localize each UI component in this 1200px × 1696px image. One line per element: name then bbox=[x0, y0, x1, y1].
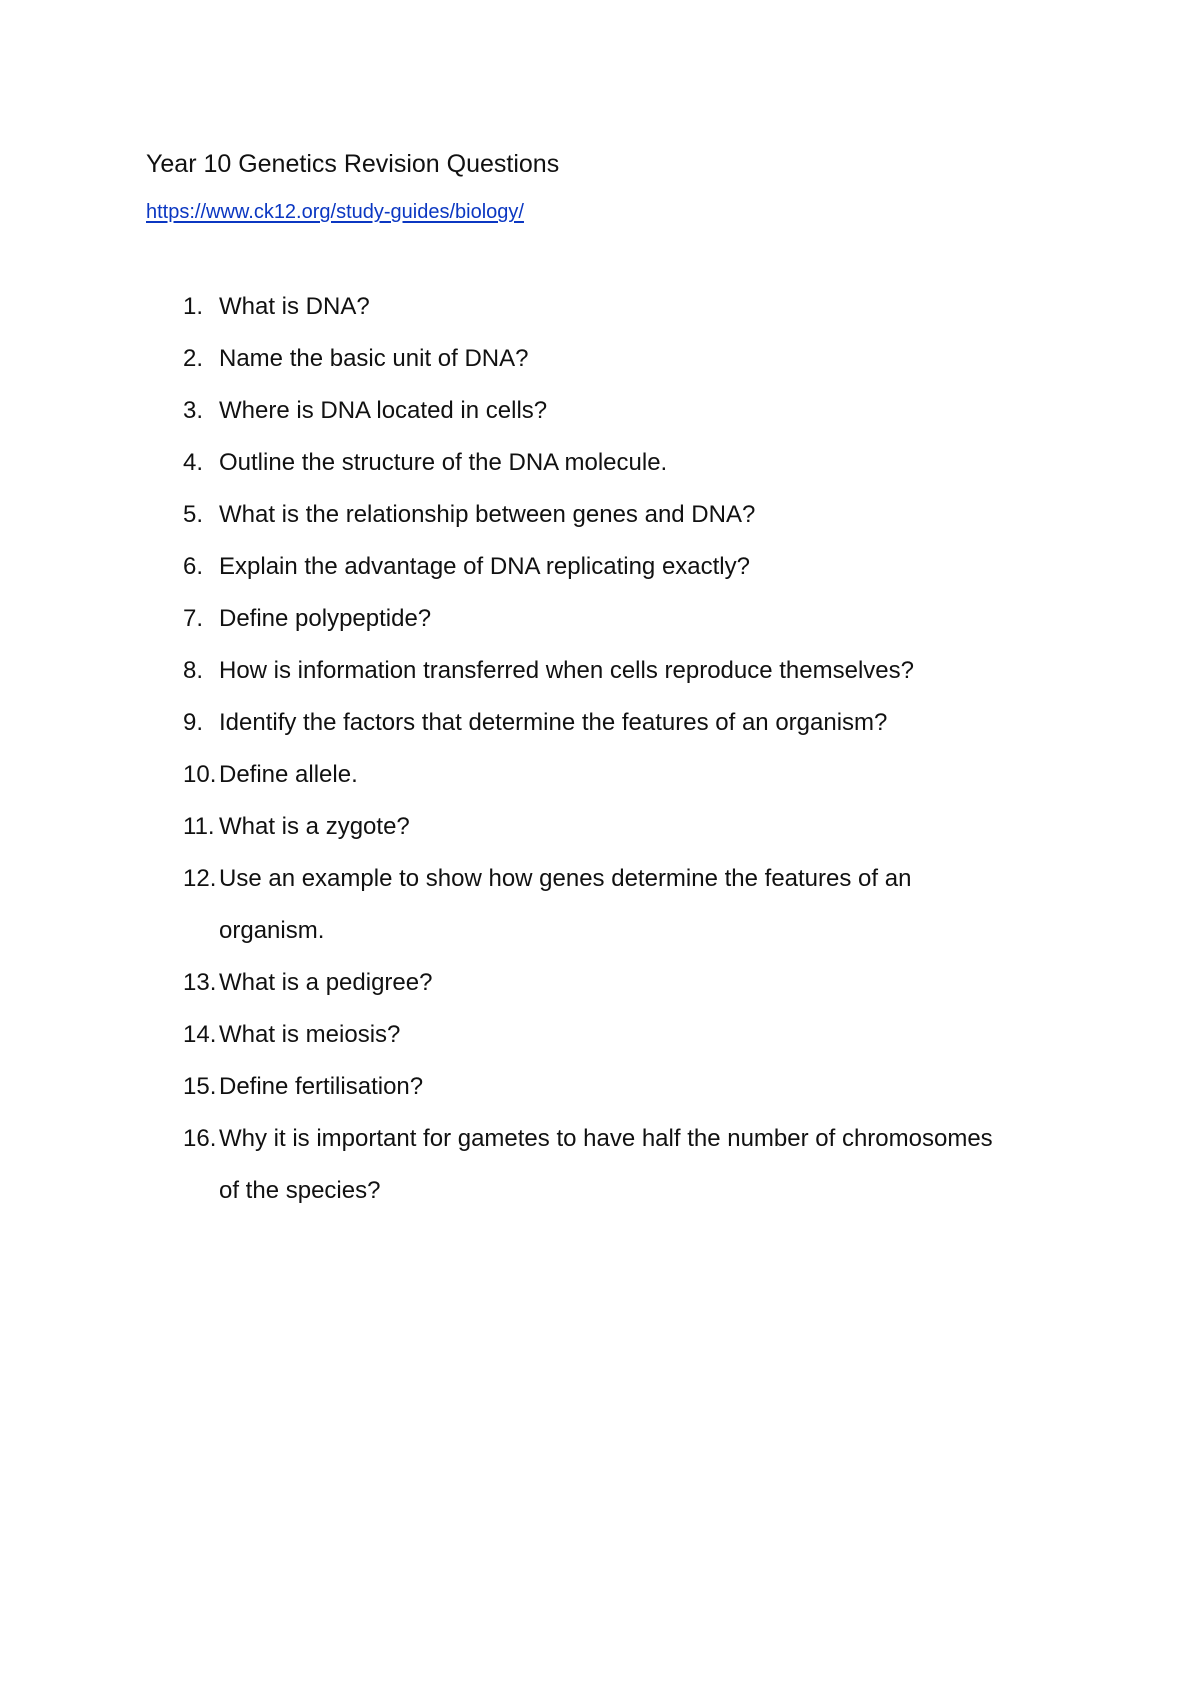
question-item bbox=[183, 385, 1003, 437]
question-number: 14. bbox=[183, 1021, 217, 1048]
question-item bbox=[183, 1061, 1003, 1113]
question-item bbox=[183, 1009, 1003, 1061]
question-number: 8. bbox=[183, 657, 204, 684]
question-item bbox=[183, 749, 1003, 801]
question-number: 5. bbox=[183, 501, 204, 528]
question-item bbox=[183, 489, 1003, 541]
question-item bbox=[183, 853, 1003, 957]
question-number: 7. bbox=[183, 605, 204, 632]
question-number: 9. bbox=[183, 709, 204, 736]
question-text: What is DNA? bbox=[219, 293, 370, 320]
question-item bbox=[183, 333, 1003, 385]
question-text: Where is DNA located in cells? bbox=[219, 397, 548, 424]
question-text: What is the relationship between genes and DNA? bbox=[219, 501, 756, 528]
question-number: 12. bbox=[183, 865, 217, 892]
question-number: 16. bbox=[183, 1125, 217, 1152]
question-item bbox=[183, 957, 1003, 1009]
question-list bbox=[183, 281, 1003, 1217]
question-item bbox=[183, 281, 1003, 333]
question-text: Explain the advantage of DNA replicating exactly? bbox=[219, 553, 750, 580]
question-text: How is information transferred when cells reproduce themselves? bbox=[219, 657, 914, 684]
document-title: Year 10 Genetics Revision Questions bbox=[146, 150, 560, 178]
question-number: 11. bbox=[183, 813, 215, 840]
question-text: Define fertilisation? bbox=[219, 1073, 424, 1100]
question-item bbox=[183, 541, 1003, 593]
question-text: Define allele. bbox=[219, 761, 358, 788]
question-text: Define polypeptide? bbox=[219, 605, 432, 632]
question-text: Why it is important for gametes to have half the number of chromosomes of the species? bbox=[219, 1125, 993, 1204]
question-number: 1. bbox=[183, 293, 204, 320]
question-text: What is meiosis? bbox=[219, 1021, 401, 1048]
question-number: 13. bbox=[183, 969, 217, 996]
question-number: 6. bbox=[183, 553, 204, 580]
question-number: 3. bbox=[183, 397, 204, 424]
question-item bbox=[183, 645, 1003, 697]
question-text: Identify the factors that determine the features of an organism? bbox=[219, 709, 888, 736]
question-item bbox=[183, 801, 1003, 853]
question-text: Outline the structure of the DNA molecule. bbox=[219, 449, 668, 476]
question-item bbox=[183, 697, 1003, 749]
question-number: 4. bbox=[183, 449, 204, 476]
question-number: 2. bbox=[183, 345, 204, 372]
question-number: 10. bbox=[183, 761, 217, 788]
question-text: What is a zygote? bbox=[219, 813, 410, 840]
question-item bbox=[183, 437, 1003, 489]
question-number: 15. bbox=[183, 1073, 217, 1100]
question-text: What is a pedigree? bbox=[219, 969, 433, 996]
question-item bbox=[183, 1113, 1003, 1217]
question-text: Use an example to show how genes determine the features of an organism. bbox=[219, 865, 912, 944]
question-text: Name the basic unit of DNA? bbox=[219, 345, 529, 372]
question-item bbox=[183, 593, 1003, 645]
study-guide-link[interactable]: https://www.ck12.org/study-guides/biology/ bbox=[146, 201, 524, 223]
